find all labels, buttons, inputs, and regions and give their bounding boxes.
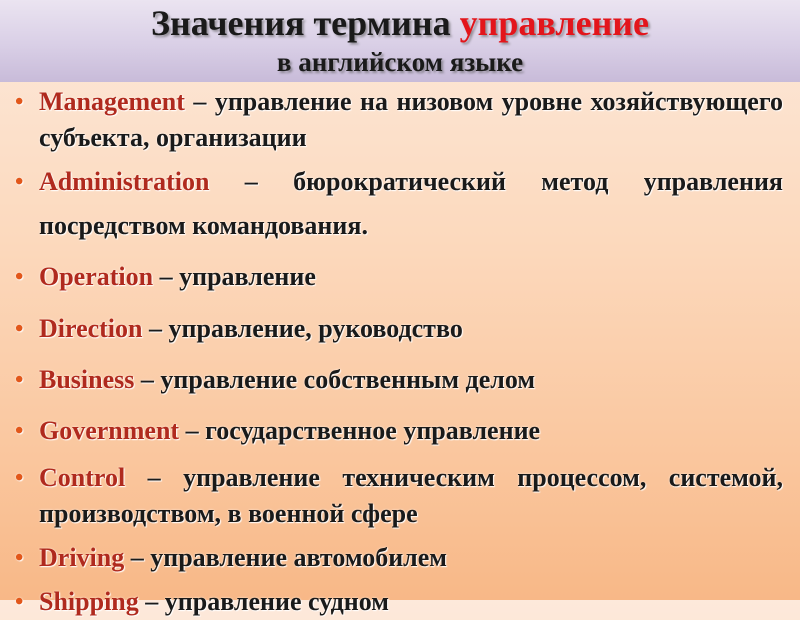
list-item-administration — [15, 160, 783, 248]
list-item-operation — [15, 259, 783, 295]
definition: управление техническим процессом, системой, производством, в военной сфере — [39, 463, 784, 528]
definition: управление — [179, 262, 316, 291]
list-item-driving — [15, 540, 783, 576]
term: Direction — [39, 314, 143, 343]
term: Government — [39, 416, 180, 445]
bullet-icon: • — [15, 367, 24, 393]
list-item-management — [15, 84, 783, 156]
separator: – — [138, 587, 165, 616]
list-item-text — [39, 259, 783, 295]
list-item-direction — [15, 311, 783, 347]
definition: управление, руководство — [168, 314, 463, 343]
bullet-icon: • — [15, 264, 24, 290]
bullet-icon: • — [15, 589, 24, 615]
definition: управление автомобилем — [150, 543, 448, 572]
definition: государственное управление — [205, 416, 541, 445]
separator: – — [125, 463, 184, 492]
bullet-icon: • — [15, 465, 24, 491]
term: Business — [39, 365, 135, 394]
list-item-text — [39, 362, 783, 398]
list-item-business — [15, 362, 783, 398]
separator: – — [153, 262, 180, 291]
definition: управление на низовом уровне хозяйствующего субъекта, организации — [39, 87, 784, 152]
slide-subtitle: в английском языке — [276, 47, 524, 77]
term: Driving — [39, 543, 125, 572]
list-item-text — [39, 460, 783, 532]
term: Management — [39, 87, 185, 116]
term: Shipping — [39, 587, 139, 616]
separator: – — [142, 314, 169, 343]
list-item-shipping — [15, 584, 783, 616]
bullet-icon: • — [15, 169, 24, 195]
list-item-text — [39, 160, 783, 248]
separator: – — [124, 543, 151, 572]
separator: – — [134, 365, 161, 394]
bullet-icon: • — [15, 89, 24, 115]
list-item-text — [39, 584, 783, 620]
list-item-text — [39, 413, 783, 449]
list-item-text — [39, 84, 783, 156]
separator: – — [179, 416, 206, 445]
list-item-text — [39, 540, 783, 576]
definition: управление судном — [164, 587, 389, 616]
bullet-icon: • — [15, 418, 24, 444]
list-item-government — [15, 413, 783, 449]
term: Operation — [39, 262, 154, 291]
term: Administration — [39, 167, 210, 196]
definition: управление собственным делом — [160, 365, 536, 394]
term: Control — [39, 463, 126, 492]
separator: – — [184, 87, 215, 116]
definition: бюрократический метод управления посредством командования. — [39, 167, 783, 240]
bullet-icon: • — [15, 545, 24, 571]
title-prefix: Значения термина — [150, 3, 460, 43]
separator: – — [209, 167, 294, 196]
title-accent-word: управление — [459, 3, 650, 43]
list-item-text — [39, 311, 783, 347]
list-item-control — [15, 460, 783, 532]
bullet-icon: • — [15, 316, 24, 342]
